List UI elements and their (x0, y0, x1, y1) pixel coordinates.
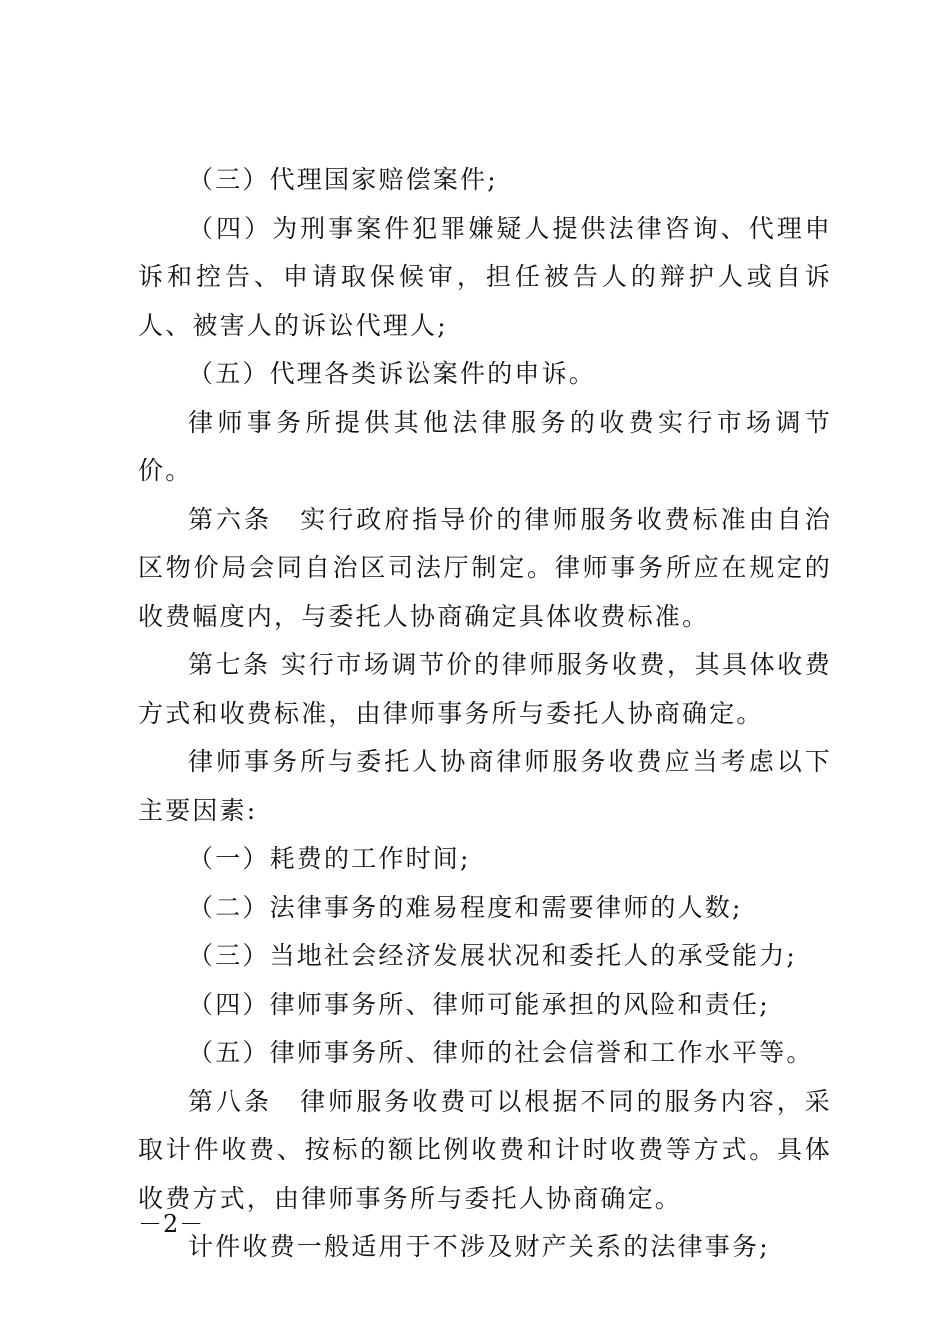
paragraph-item-3: （三）代理国家赔偿案件; (188, 165, 498, 194)
factor-item-1: （一）耗费的工作时间; (188, 844, 471, 873)
paragraph-item-4: （四）为刑事案件犯罪嫌疑人提供法律咨询、代理申诉和控告、申请取保候审，担任被告人的辩护人或自诉人、被害人的诉讼代理人; (138, 213, 832, 340)
factor-item-3: （三）当地社会经济发展状况和委托人的承受能力; (188, 941, 798, 970)
paragraph-item-5: （五）代理各类诉讼案件的申诉。 (188, 359, 597, 388)
article-6: 第六条 实行政府指导价的律师服务收费标准由自治区物价局会同自治区司法厅制定。律师事务所应在规定的收费幅度内，与委托人协商确定具体收费标准。 (138, 504, 832, 631)
document-body (138, 156, 832, 1272)
article-8: 第八条 律师服务收费可以根据不同的服务内容，采取计件收费、按标的额比例收费和计时收费等方式。具体收费方式，由律师事务所与委托人协商确定。 (138, 1086, 832, 1213)
factor-item-5: （五）律师事务所、律师的社会信誉和工作水平等。 (188, 1038, 814, 1067)
paragraph-market-price: 律师事务所提供其他法律服务的收费实行市场调节价。 (138, 407, 832, 485)
article-7: 第七条 实行市场调节价的律师服务收费，其具体收费方式和收费标准，由律师事务所与委托人协商确定。 (138, 650, 832, 728)
factor-item-2: （二）法律事务的难易程度和需要律师的人数; (188, 892, 743, 922)
page-number: －2－ (138, 1210, 205, 1238)
paragraph-piece-rate: 计件收费一般适用于不涉及财产关系的法律事务; (188, 1232, 770, 1261)
factor-item-4: （四）律师事务所、律师可能承担的风险和责任; (188, 989, 770, 1019)
paragraph-factors-intro: 律师事务所与委托人协商律师服务收费应当考虑以下主要因素: (138, 747, 832, 825)
